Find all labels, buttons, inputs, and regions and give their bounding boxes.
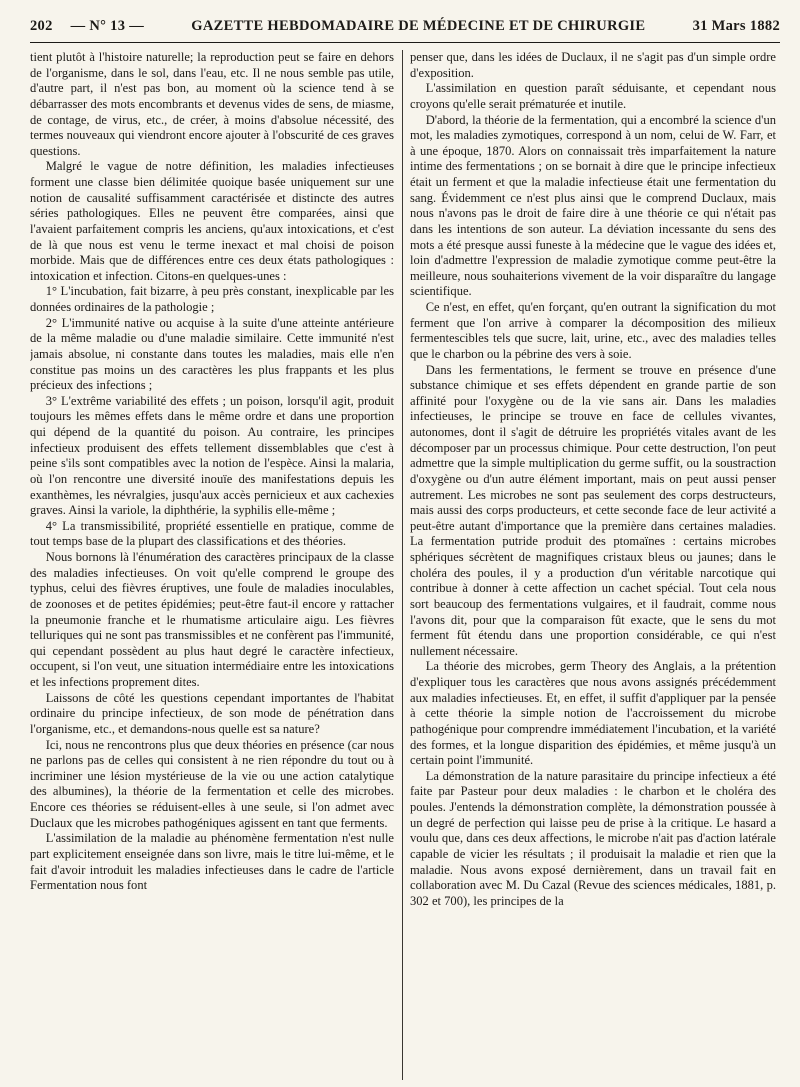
column-divider <box>402 50 403 1080</box>
paragraph: Ce n'est, en effet, qu'en forçant, qu'en outrant la signification du mot ferment que l'on arrive à comparer la décomposition des milieux fermentescibles tels que sucre, lait, urine, etc., avec des maladies telles que le charbon ou la pébrine des vers à soie. <box>410 300 776 361</box>
paragraph: La démonstration de la nature parasitaire du principe infectieux a été faite par Pasteur pour deux maladies : le charbon et le choléra des poules. J'entends la démonstration complète, la démonstration poussée à un degré de perfection qui laisse peu de prise à la critique. Le hasard a voulu que, dans ces deux affections, le microbe n'ait pas d'action latérale capable de vicier les résultats ; il produisait la maladie et rien que la maladie. Nous avons exposé dernièrement, dans un travail fait en collaboration avec M. Du Cazal (Revue des sciences médicales, 1881, p. 302 et 700), les principes de la <box>410 768 776 908</box>
text-columns <box>30 50 776 1080</box>
paragraph: tient plutôt à l'histoire naturelle; la reproduction peut se faire en dehors de l'organisme, dans le sol, dans l'eau, etc. Il ne nous semble pas utile, d'autre part, il n'est pas bon, au moment où la science tend à se débarrasser des mots encombrants et devenus vides de sens, de miasme, de contage, de virus, etc., de créer, à moins d'absolue nécessité, des termes nouveaux qui viendront encore ajouter à l'obscurité de ces graves questions. <box>30 50 394 158</box>
paragraph: D'abord, la théorie de la fermentation, qui a encombré la science d'un mot, les maladies zymotiques, correspond à un nom, celui de W. Farr, et à une époque, 1870. Alors on connaissait très imparfaitement la nature intime des fermentations ; on se bornait à dire que le principe infectieux était un ferment et que la maladie infectieuse était une fermentation du sang. Évidemment ce n'est plus ainsi que le comprend Duclaux, mais nous n'avons pas le droit de faire dire à une théorie ce qui n'était pas dans les intentions de son auteur. La déviation incessante du sens des mots a été presque aussi funeste à la médecine que le vague des idées et, loin d'admettre l'expression de maladie zymotique comme peut-être la meilleure, nous souhaiterions vivement de la voir disparaître du langage scientifique. <box>410 112 776 299</box>
paragraph: Nous bornons là l'énumération des caractères principaux de la classe des maladies infectieuses. On voit qu'elle comprend le groupe des typhus, celui des fièvres éruptives, une foule de maladies inoculables, de zoonoses et de petites épidémies; peut-être faut-il encore y rattacher la pneumonie franche et le rhumatisme articulaire aigu. Les fièvres telluriques qui ne sont pas transmissibles et ne confèrent pas l'immunité, qui cependant possèdent au plus haut degré le caractère infectieux, occupent, si l'on veut, une situation intermédiaire entre les intoxications et les infections proprement dites. <box>30 550 394 689</box>
list-item: 3° L'extrême variabilité des effets ; un poison, lorsqu'il agit, produit toujours les mêmes effets dans le même ordre et dans une proportion qui dépend de la quantité du poison. Au contraire, les principes infectieux produisent des effets tellement dissemblables que c'est à peine s'ils sont compatibles avec la notion de l'espèce. Ainsi la malaria, où l'on rencontre une diversité inouïe des manifestations depuis les exanthèmes, les névralgies, jusqu'aux accès pernicieux et aux cachexies graves. Ainsi la variole, la diphthérie, la syphilis elle-même ; <box>30 393 394 518</box>
paragraph: Dans les fermentations, le ferment se trouve en présence d'une substance chimique et ses effets dépendent en grande partie de son affinité pour l'oxygène ou de la vie sans air. Dans les maladies infectieuses, le principe se trouve en face de cellules vivantes, autonomes, dont il s'agit de détruire les propriétés vitales avant de les décomposer par un processus chimique. Pour cette destruction, l'on peut admettre que la simple multiplication du germe suffit, ou la soustraction d'oxygène ou d'un autre élément important, mais on peut aussi penser autrement. Les microbes ne sont pas seulement des corps destructeurs, mais aussi des corps producteurs, et cette seconde face de leur activité a peut-être autant d'importance que la première dans certaines maladies. La fermentation putride produit des ptomaïnes : certains microbes sphériques sécrètent de magnifiques cristaux bleus ou jaunes; dans le choléra des poules, il y a production d'un véritable narcotique qui contribue à donner à cette affection un cachet spécial. Tout cela nous sort beaucoup des fermentations vulgaires, et il faudrait, comme nous l'avons dit, pour que la comparaison fût exacte, que le sens du mot ferment fût étendu dans une proportion considérable, ce qui n'est nullement nécessaire. <box>410 362 776 658</box>
list-item: 4° La transmissibilité, propriété essentielle en pratique, comme de tout temps base de la plupart des classifications et des théories. <box>30 518 394 549</box>
paragraph: penser que, dans les idées de Duclaux, il ne s'agit pas d'un simple ordre d'exposition. <box>410 50 776 80</box>
paragraph: Laissons de côté les questions cependant importantes de l'habitat ordinaire du principe infectieux, de son mode de pénétration dans l'organisme, etc., et demandons-nous quelle est sa nature? <box>30 690 394 736</box>
issue-number: — N° 13 — <box>70 17 145 34</box>
right-column <box>410 50 776 1080</box>
list-item: 2° L'immunité native ou acquise à la suite d'une atteinte antérieure de la même maladie ou d'une maladie similaire. Cette immunité n'est jamais absolue, ni constante dans toutes les maladies, mais elle n'en constitue pas moins un des caractères les plus frappants et les plus précieux des infections ; <box>30 315 394 393</box>
running-header <box>30 10 780 43</box>
paragraph: Ici, nous ne rencontrons plus que deux théories en présence (car nous ne parlons pas de celles qui consistent à ne rien répondre du tout ou à incriminer une lésion mystérieuse de la vie ou une action catalytique des albumines), la théorie de la fermentation et celle des microbes. Encore ces théories se réduisent-elles à une seule, si l'on admet avec Duclaux que les microbes pathogéniques agissent en tant que ferments. <box>30 737 394 830</box>
page-number: 202 <box>30 17 53 34</box>
left-column <box>30 50 394 1080</box>
issue-date: 31 Mars 1882 <box>692 17 780 34</box>
paragraph: L'assimilation de la maladie au phénomène fermentation n'est nulle part explicitement enseignée dans son livre, mais le titre lui-même, et le fait d'avoir introduit les maladies infectieuses dans le cadre de l'article Fermentation nous font <box>30 831 394 893</box>
list-item: 1° L'incubation, fait bizarre, à peu près constant, inexplicable par les données ordinaires de la pathologie ; <box>30 284 394 314</box>
paragraph: La théorie des microbes, germ Theory des Anglais, a la prétention d'expliquer tous les caractères que nous avons assignés précédemment aux maladies infectieuses. Et, en effet, il suffit d'appliquer par la pensée à cette théorie la simple notion de l'accroissement du microbe pathogénique pour comprendre immédiatement l'incubation, et la variété des formes, et la longue disparition des épidémies, et même jusqu'à un certain point l'immunité. <box>410 659 776 768</box>
journal-title: GAZETTE HEBDOMADAIRE DE MÉDECINE ET DE CHIRURGIE <box>191 17 646 34</box>
paragraph: L'assimilation en question paraît séduisante, et cependant nous croyons qu'elle serait prématurée et inutile. <box>410 81 776 111</box>
paragraph: Malgré le vague de notre définition, les maladies infectieuses forment une classe bien délimitée quoique basée uniquement sur une notion de causalité suffisamment caractérisée et distincte des autres séries pathologiques. Elles ne peuvent être comparées, ainsi que l'avaient parfaitement compris les anciens, qu'aux intoxications, et c'est de là que nous est venu le terme inexact et mal choisi de poison morbide. Mais que de différences entre ces deux états pathologiques : intoxication et infection. Citons-en quelques-unes : <box>30 159 394 283</box>
